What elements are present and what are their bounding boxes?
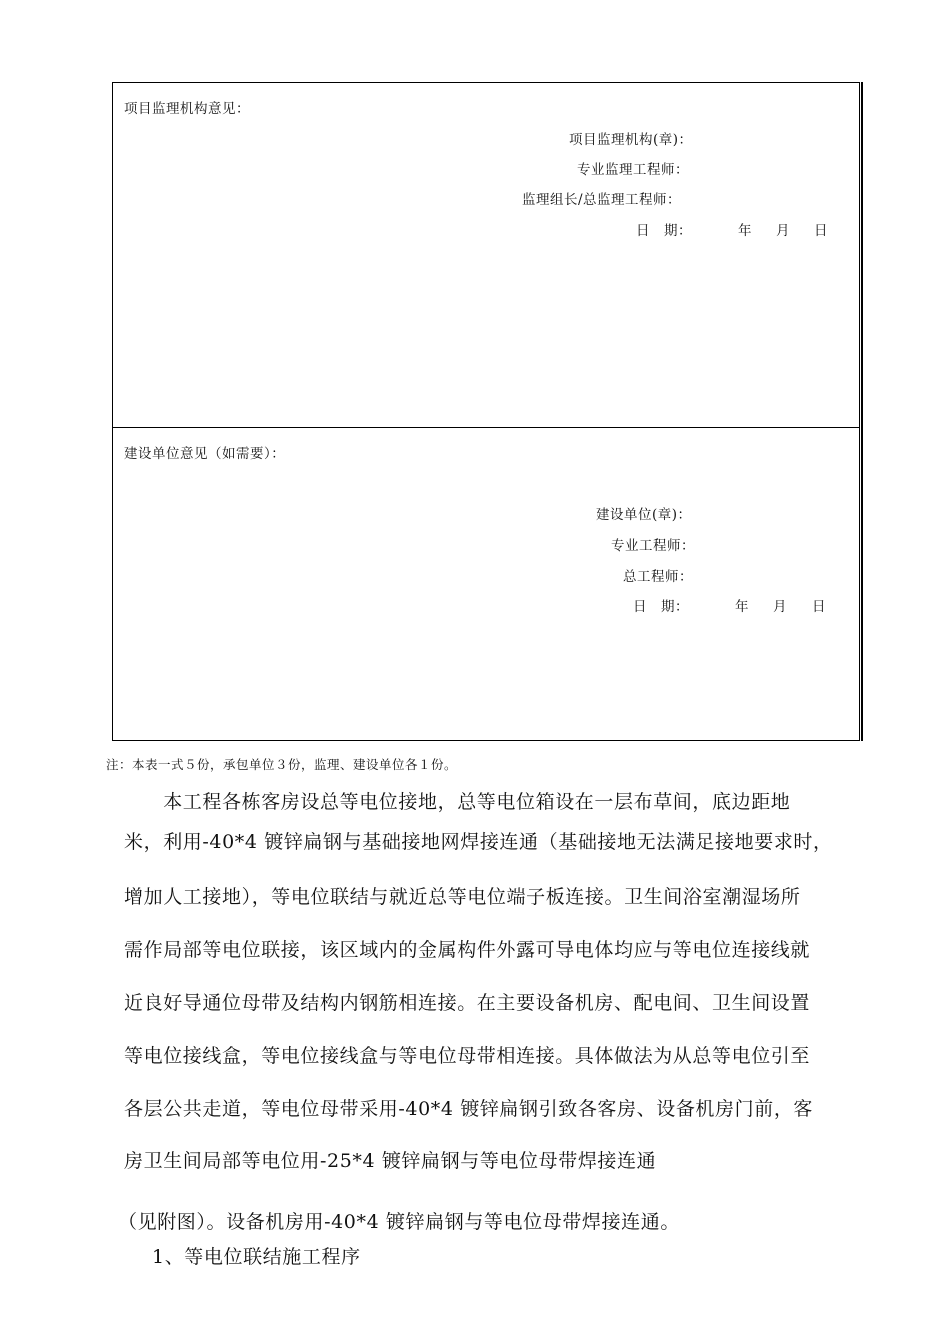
owner-org-seal: 建设单位(章)： [596,507,692,523]
body-line-8: 房卫生间局部等电位用-25*4 镀锌扁钢与等电位母带焊接连通 [124,1150,657,1172]
table-note: 注：本表一式５份，承包单位３份，监理、建设单位各１份。 [106,757,458,772]
supervision-date-month: 月 [776,223,790,239]
owner-chief: 总工程师： [623,569,693,585]
supervision-heading: 项目监理机构意见： [124,101,250,117]
body-line-4: 需作局部等电位联接，该区域内的金属构件外露可导电体均应与等电位连接线就 [124,939,811,961]
owner-date-month: 月 [773,599,787,615]
body-line-1: 本工程各栋客房设总等电位接地，总等电位箱设在一层布草间，底边距地 [124,791,791,813]
owner-opinion-box [112,427,860,741]
supervision-date-day: 日 [814,223,828,239]
body-line-2: 米，利用-40*4 镀锌扁钢与基础接地网焊接连通（基础接地无法满足接地要求时， [124,831,833,853]
supervision-opinion-box [112,82,860,428]
body-line-6: 等电位接线盒，等电位接线盒与等电位母带相连接。具体做法为从总等电位引至 [124,1045,811,1067]
supervision-engineer: 专业监理工程师： [577,162,689,178]
supervision-date-year: 年 [738,223,752,239]
section-heading: 1、等电位联结施工程序 [152,1246,361,1268]
owner-date-label: 日 期： [633,599,689,615]
table-right-double-border [861,82,863,741]
supervision-chief: 监理组长/总监理工程师： [522,192,682,208]
body-line-7: 各层公共走道，等电位母带采用-40*4 镀锌扁钢引致各客房、设备机房门前，客 [124,1098,814,1120]
body-line-5: 近良好导通位母带及结构内钢筋相连接。在主要设备机房、配电间、卫生间设置 [124,992,811,1014]
supervision-date-label: 日 期： [636,223,692,239]
supervision-org-seal: 项目监理机构(章)： [569,132,693,148]
body-line-3: 增加人工接地），等电位联结与就近总等电位端子板连接。卫生间浴室潮湿场所 [124,886,801,908]
body-line-9: （见附图）。设备机房用-40*4 镀锌扁钢与等电位母带焊接连通。 [118,1211,680,1233]
owner-date-day: 日 [812,599,826,615]
owner-engineer: 专业工程师： [611,538,695,554]
owner-heading: 建设单位意见（如需要）： [124,446,286,462]
owner-date-year: 年 [735,599,749,615]
